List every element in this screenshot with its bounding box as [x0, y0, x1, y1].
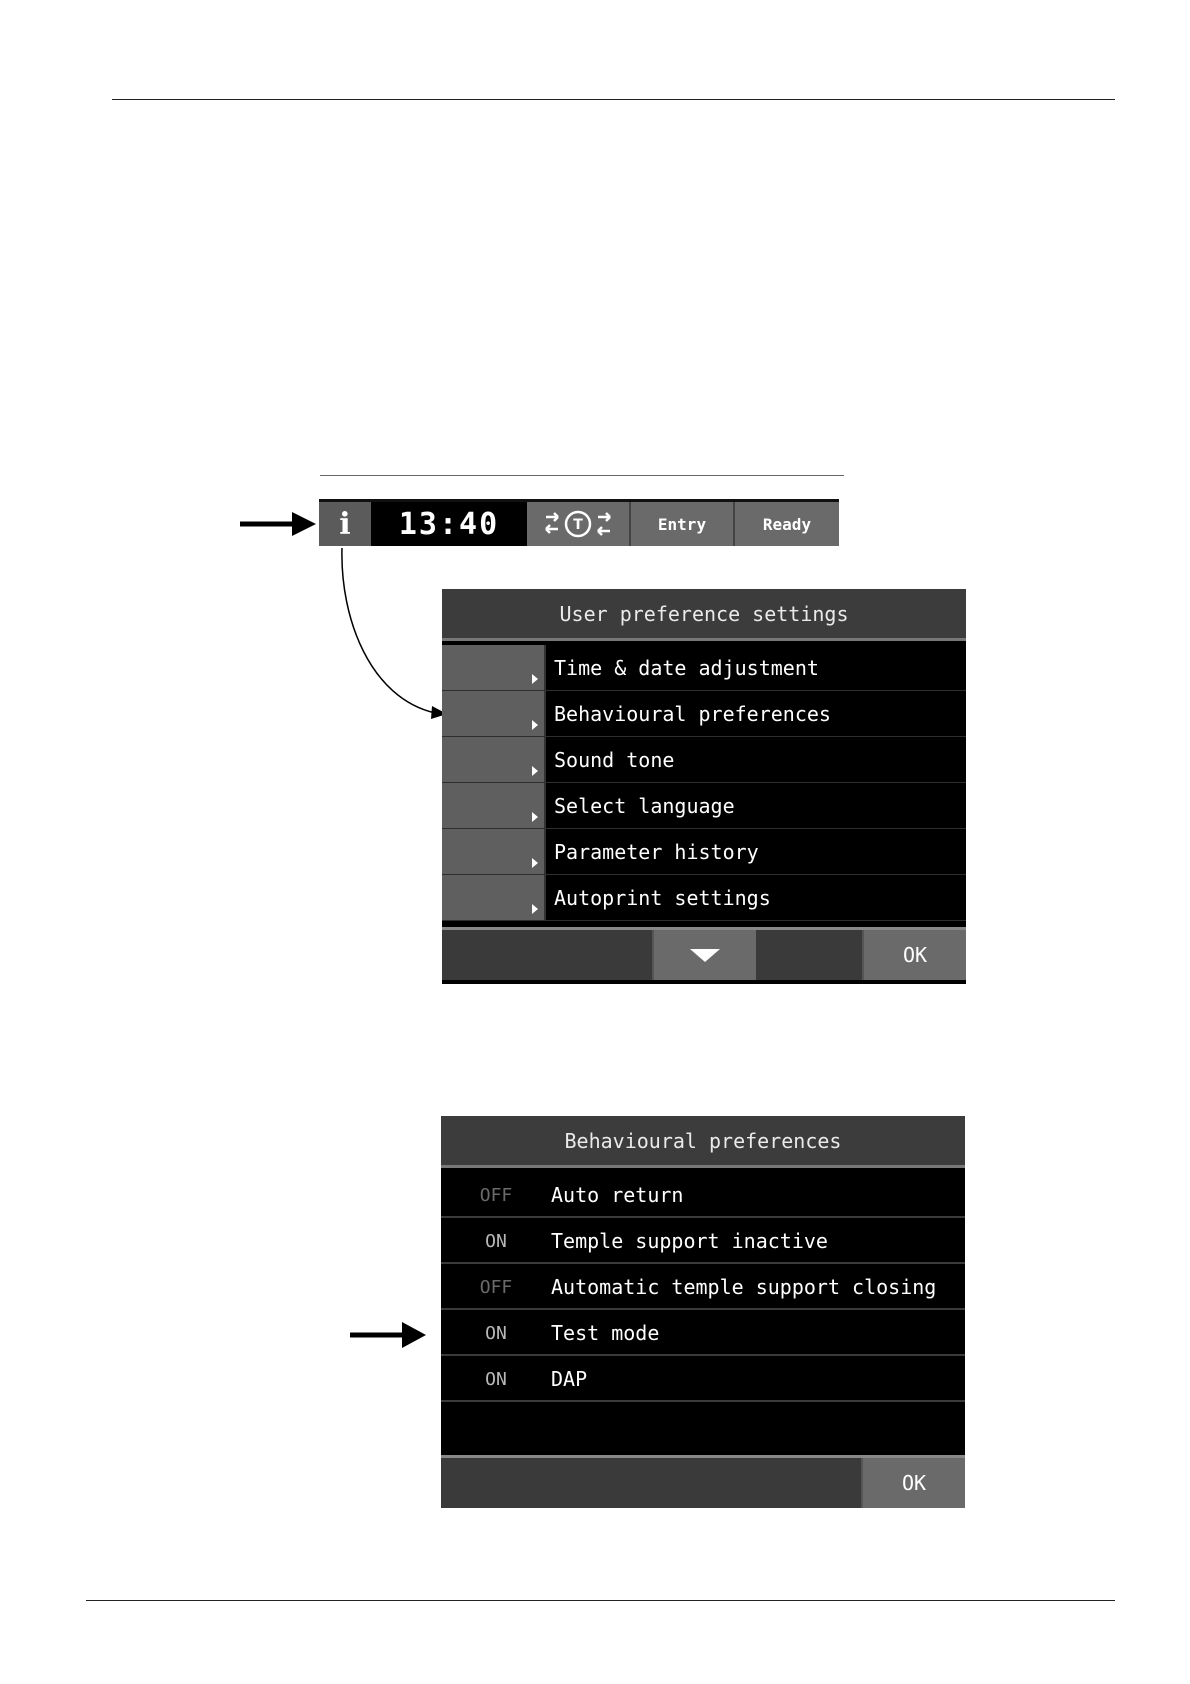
panel-title-text: Behavioural preferences: [564, 1128, 842, 1153]
menu-item-label: Select language: [554, 793, 735, 818]
toggle-state[interactable]: OFF: [479, 1276, 513, 1298]
callout-curve-arrow: [330, 548, 450, 728]
submenu-arrow-icon: [532, 674, 538, 684]
menu-item-language[interactable]: [442, 783, 966, 829]
panel-title: [442, 589, 966, 641]
menu-item-time-date[interactable]: [442, 645, 966, 691]
pref-auto-temple-closing[interactable]: [441, 1266, 965, 1310]
menu-item-label: Autoprint settings: [554, 885, 771, 910]
menu-item-sound-tone[interactable]: [442, 737, 966, 783]
menu-item-label: Behavioural preferences: [554, 701, 831, 726]
submenu-arrow-icon: [532, 904, 538, 914]
menu-item-label: Parameter history: [554, 839, 759, 864]
menu-item-parameter-history[interactable]: [442, 829, 966, 875]
temple-support-icon: [540, 505, 616, 543]
menu-item-button[interactable]: [442, 783, 546, 828]
menu-item-label: Sound tone: [554, 747, 675, 772]
submenu-arrow-icon: [532, 858, 538, 868]
panel-footer: [442, 927, 966, 980]
svg-text:T: T: [573, 517, 583, 533]
ok-button[interactable]: OK: [861, 1458, 965, 1508]
panel-title: [441, 1116, 965, 1168]
submenu-arrow-icon: [532, 812, 538, 822]
pref-label: Auto return: [551, 1183, 684, 1207]
panel-footer: [441, 1455, 965, 1508]
pref-label: DAP: [551, 1367, 588, 1391]
temple-support-button[interactable]: [527, 502, 631, 546]
bottom-rule: [86, 1600, 1115, 1601]
top-rule: [112, 99, 1115, 100]
entry-button[interactable]: [631, 502, 735, 546]
pref-label: Automatic temple support closing: [551, 1275, 937, 1299]
pref-dap[interactable]: [441, 1358, 965, 1402]
chevron-down-icon: [690, 949, 720, 962]
entry-label: Entry: [657, 514, 707, 534]
pref-test-mode[interactable]: [441, 1312, 965, 1356]
clock-time: 13:40: [398, 506, 500, 542]
info-button[interactable]: [319, 502, 371, 546]
toggle-state[interactable]: ON: [485, 1322, 507, 1344]
info-icon: i: [339, 506, 351, 542]
menu-item-button[interactable]: [442, 875, 546, 920]
statusbar-top-rule: [320, 475, 844, 476]
menu-item-label: Time & date adjustment: [554, 655, 819, 680]
menu-item-autoprint[interactable]: [442, 875, 966, 921]
pref-auto-return[interactable]: [441, 1174, 965, 1218]
submenu-arrow-icon: [532, 766, 538, 776]
user-preference-panel: [442, 589, 966, 984]
menu-item-button[interactable]: [442, 691, 546, 736]
ok-button[interactable]: OK: [862, 930, 966, 980]
pref-temple-support-inactive[interactable]: [441, 1220, 965, 1264]
status-bar: [319, 499, 839, 546]
menu-item-button[interactable]: [442, 829, 546, 874]
scroll-down-button[interactable]: [652, 930, 756, 980]
behavioural-preferences-panel: [441, 1116, 965, 1508]
callout-arrow-test-mode: [350, 1321, 430, 1351]
toggle-state[interactable]: ON: [485, 1230, 507, 1252]
pref-label: Temple support inactive: [551, 1229, 828, 1253]
menu-item-button[interactable]: [442, 645, 546, 690]
menu-item-behavioural[interactable]: [442, 691, 966, 737]
ready-button[interactable]: [735, 502, 839, 546]
toggle-state[interactable]: ON: [485, 1368, 507, 1390]
pref-label: Test mode: [551, 1321, 660, 1345]
clock-display: [371, 502, 527, 546]
submenu-arrow-icon: [532, 720, 538, 730]
toggle-state[interactable]: OFF: [479, 1184, 513, 1206]
menu-item-button[interactable]: [442, 737, 546, 782]
panel-title-text: User preference settings: [559, 601, 849, 626]
callout-arrow-statusbar: [240, 510, 320, 540]
ready-label: Ready: [762, 514, 812, 534]
